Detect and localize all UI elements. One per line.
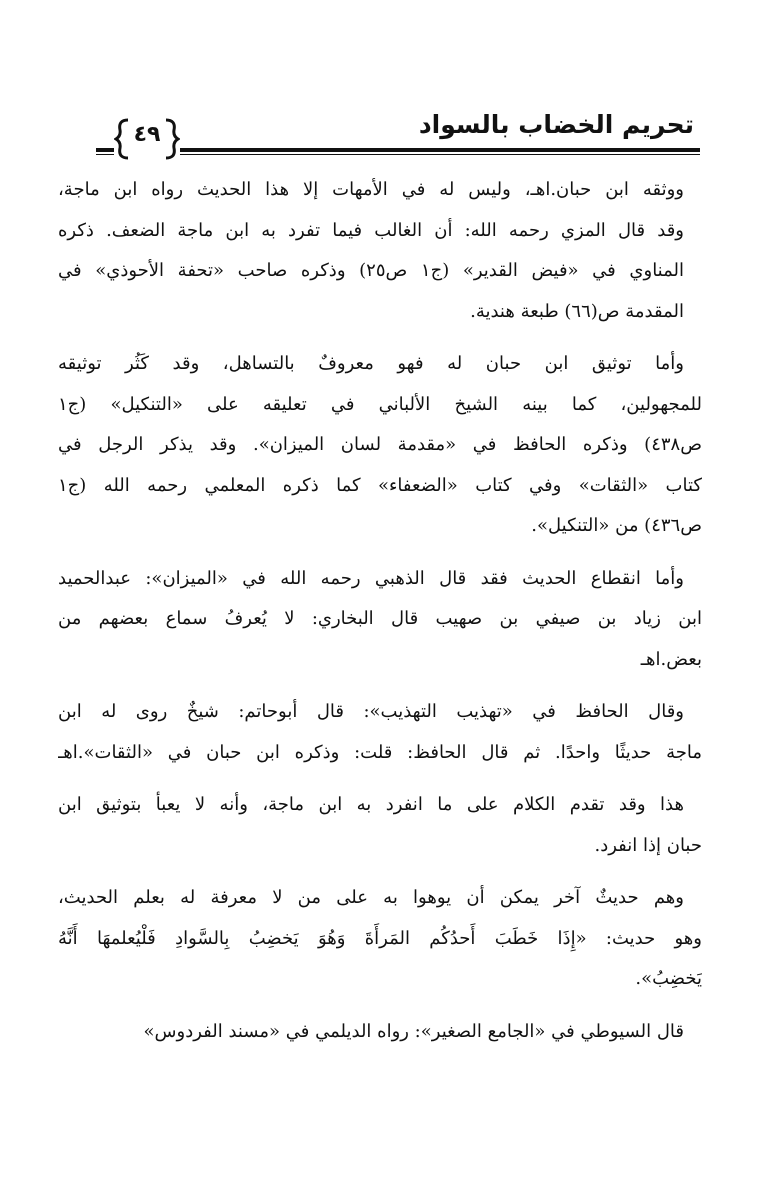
text-line: ابن زياد بن صيفي بن صهيب قال البخاري: لا يُعرفُ سماع بعضهم من xyxy=(58,608,702,629)
paragraph xyxy=(58,692,702,773)
text-line: ص٤٣٨) وذكره الحافظ في «مقدمة لسان الميزان». وقد يذكر الرجل في xyxy=(58,434,702,455)
paragraph xyxy=(58,559,702,681)
text-line: هذا وقد تقدم الكلام على ما انفرد به ابن ماجة، وأنه لا يعبأ بتوثيق ابن xyxy=(58,794,684,815)
header-rule-thick xyxy=(96,148,700,152)
text-line: وأما توثيق ابن حبان له فهو معروفٌ بالتساهل، وقد كَثُر توثيقه xyxy=(58,353,684,374)
text-line: قال السيوطي في «الجامع الصغير»: رواه الديلمي في «مسند الفردوس» xyxy=(143,1020,684,1042)
paragraph xyxy=(58,170,702,332)
text-line: المقدمة ص(٦٦) طبعة هندية. xyxy=(470,300,684,322)
paragraph xyxy=(58,785,702,866)
text-line: المناوي في «فيض القدير» (ج١ ص٢٥) وذكره صاحب «تحفة الأحوذي» في xyxy=(58,260,685,281)
page-number-badge xyxy=(114,116,180,162)
text-line: وهو حديث: «إِذَا خَطَبَ أَحدُكُم المَرأَةَ وَهُوَ يَخضِبُ بِالسَّوادِ فَلْيُعلمهَا أَنَّهُ xyxy=(58,927,702,949)
text-line: يَخضِبُ». xyxy=(635,968,702,989)
text-line: ص٤٣٦) من «التنكيل». xyxy=(531,515,702,536)
text-line: وأما انقطاع الحديث فقد قال الذهبي رحمه الله في «الميزان»: عبدالحميد xyxy=(58,567,684,589)
paragraph xyxy=(58,344,702,547)
text-line: وقد قال المزي رحمه الله: أن الغالب فيما تفرد به ابن ماجة الضعف. ذكره xyxy=(58,219,684,241)
text-line: ووثقه ابن حبان.اهـ، وليس له في الأمهات إلا هذا الحديث رواه ابن ماجة، xyxy=(58,179,684,200)
page-number: ٤٩ xyxy=(133,122,161,147)
running-title: تحريم الخضاب بالسواد xyxy=(418,110,694,139)
page-header xyxy=(96,104,700,160)
text-line: وهم حديثٌ آخر يمكن أن يوهوا به على من لا معرفة له بعلم الحديث، xyxy=(58,887,684,908)
paragraph xyxy=(58,878,702,1000)
text-line: للمجهولين، كما بينه الشيخ الألباني في تعليقه على «التنكيل» (ج١ xyxy=(58,393,702,415)
header-rule-thin xyxy=(96,154,700,155)
text-line: ماجة حديثًا واحدًا. ثم قال الحافظ: قلت: وذكره ابن حبان في «الثقات».اهـ xyxy=(58,741,702,763)
text-line: حبان إذا انفرد. xyxy=(594,834,702,856)
text-line: وقال الحافظ في «تهذيب التهذيب»: قال أبوحاتم: شيخٌ روى له ابن xyxy=(58,701,684,722)
page-body xyxy=(58,170,702,1064)
text-line: كتاب «الثقات» وفي كتاب «الضعفاء» كما ذكره المعلمي رحمه الله (ج١ xyxy=(58,474,702,496)
paragraph xyxy=(58,1012,702,1053)
text-line: بعض.اهـ xyxy=(640,648,702,670)
